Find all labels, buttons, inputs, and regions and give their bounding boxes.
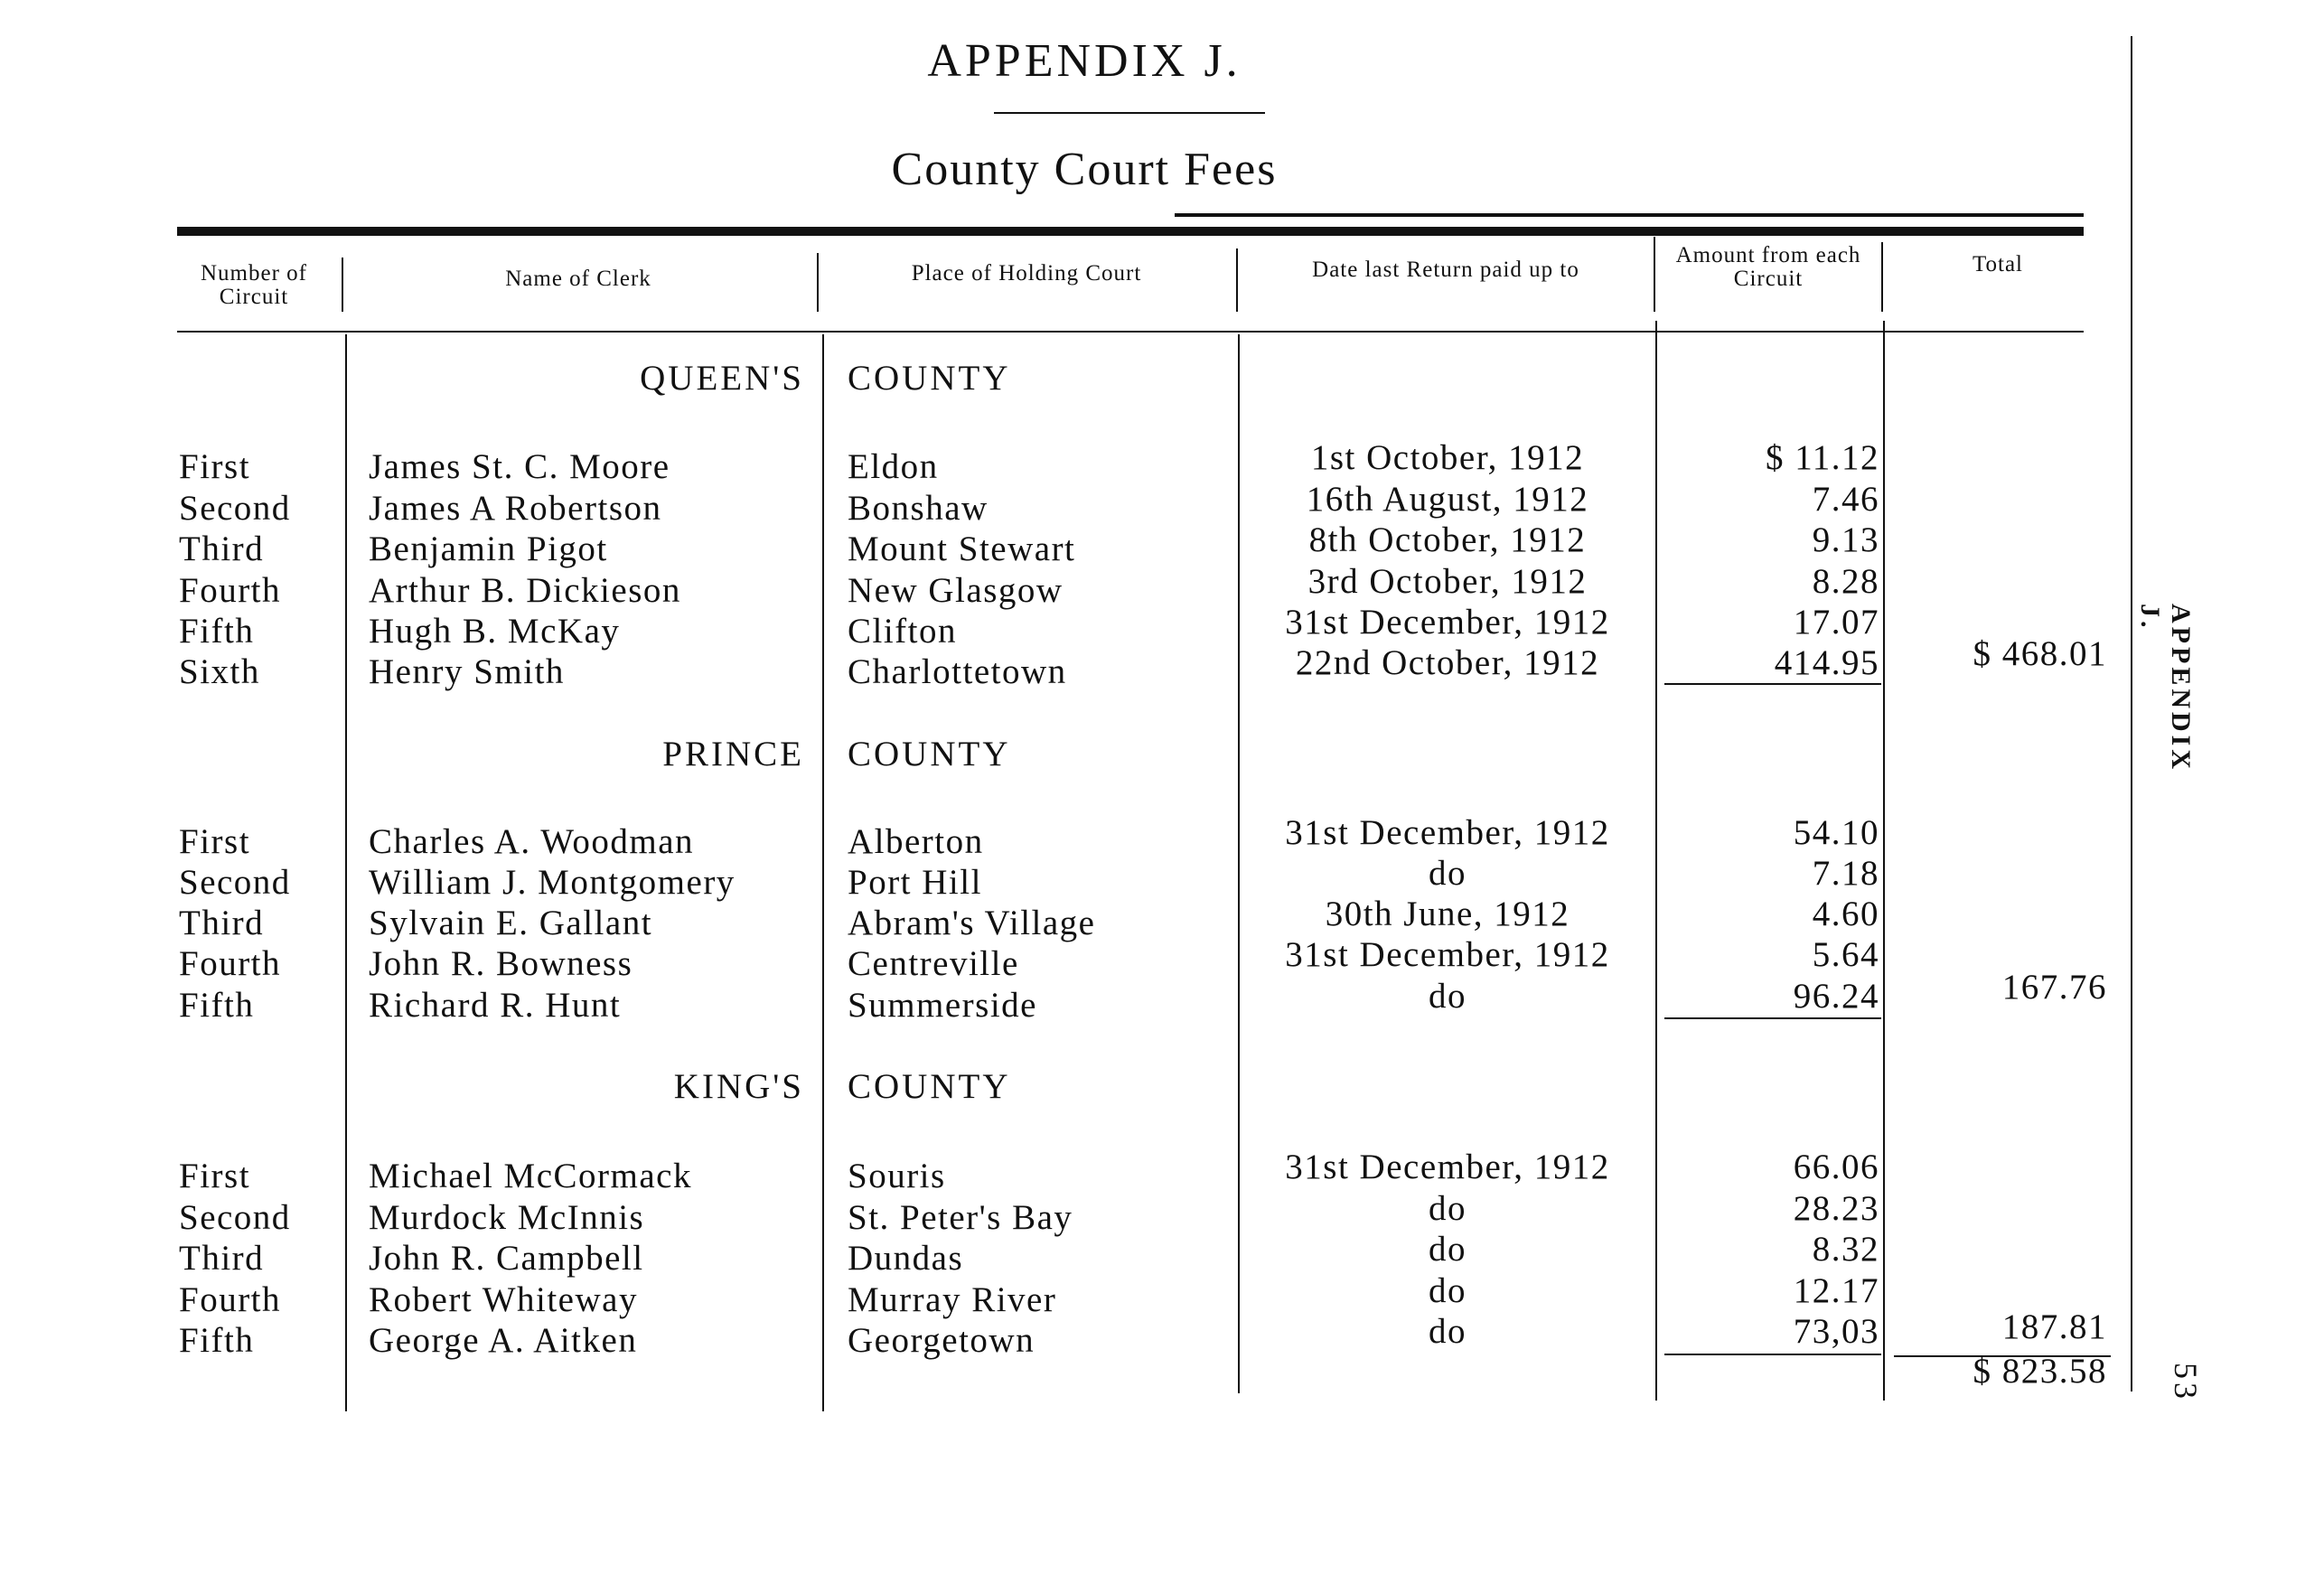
circuit-amount: 8.32: [1812, 1230, 1879, 1269]
circuit-amount: 8.28: [1812, 562, 1879, 601]
body-sep-5: [1883, 321, 1885, 1401]
page-number: 53: [2168, 1363, 2204, 1402]
circuit-amount: 12.17: [1793, 1271, 1879, 1310]
circuit-number: Third: [179, 1239, 265, 1278]
circuit-amount: 7.46: [1812, 480, 1879, 519]
county-name: QUEEN'S: [640, 359, 804, 398]
clerk-name: Michael McCormack: [369, 1157, 692, 1195]
header-date: Date last Return paid up to: [1312, 258, 1579, 282]
clerk-name: Robert Whiteway: [369, 1280, 638, 1319]
circuit-number: Fourth: [179, 1280, 282, 1319]
top-rule-thin: [1175, 213, 2084, 217]
circuit-amount: 9.13: [1812, 520, 1879, 559]
circuit-number: Fifth: [179, 986, 255, 1025]
court-place: Centreville: [848, 944, 1019, 983]
header-sep-4: [1654, 237, 1655, 312]
county-word: COUNTY: [848, 735, 1011, 773]
court-place: Port Hill: [848, 863, 982, 902]
court-place: Summerside: [848, 986, 1037, 1025]
header-bottom-rule: [177, 331, 2084, 333]
court-place: Dundas: [848, 1239, 964, 1278]
county-total: 187.81: [2001, 1307, 2107, 1346]
clerk-name: William J. Montgomery: [369, 863, 736, 902]
return-date: 31st December, 1912: [1285, 813, 1610, 852]
court-place: Murray River: [848, 1280, 1057, 1319]
court-place: Eldon: [848, 447, 939, 486]
county-word: COUNTY: [848, 359, 1011, 398]
header-clerk: Name of Clerk: [505, 267, 651, 291]
return-date: 8th October, 1912: [1308, 520, 1587, 559]
clerk-name: James A Robertson: [369, 489, 662, 528]
return-date: 31st December, 1912: [1285, 935, 1610, 974]
circuit-number: Fourth: [179, 571, 282, 610]
circuit-amount: 54.10: [1793, 813, 1879, 852]
header-sep-3: [1236, 248, 1238, 312]
return-date: do: [1429, 1230, 1467, 1269]
circuit-amount: 414.95: [1774, 643, 1879, 682]
return-date: 22nd October, 1912: [1295, 643, 1600, 682]
circuit-number: Third: [179, 904, 265, 942]
circuit-number: First: [179, 822, 251, 861]
header-place: Place of Holding Court: [911, 261, 1142, 286]
court-place: Charlottetown: [848, 652, 1067, 691]
circuit-number: Second: [179, 1198, 291, 1237]
prince-subtotal-rule: [1664, 1017, 1881, 1019]
circuit-amount: 4.60: [1812, 895, 1879, 933]
return-date: 1st October, 1912: [1310, 438, 1585, 477]
county-name: PRINCE: [662, 735, 804, 773]
court-place: Bonshaw: [848, 489, 989, 528]
header-sep-1: [342, 258, 343, 312]
circuit-number: Sixth: [179, 652, 260, 691]
clerk-name: John R. Campbell: [369, 1239, 644, 1278]
circuit-amount: 17.07: [1793, 603, 1879, 642]
circuit-amount: 66.06: [1793, 1148, 1879, 1186]
county-word: COUNTY: [848, 1067, 1011, 1106]
court-place: Abram's Village: [848, 904, 1096, 942]
header-total: Total: [1972, 252, 2023, 276]
county-total: 167.76: [2001, 968, 2107, 1007]
circuit-number: Second: [179, 863, 291, 902]
clerk-name: Arthur B. Dickieson: [369, 571, 681, 610]
court-place: St. Peter's Bay: [848, 1198, 1073, 1237]
return-date: 16th August, 1912: [1306, 480, 1589, 519]
county-name: KING'S: [673, 1067, 804, 1106]
page-subtitle: County Court Fees: [891, 144, 1278, 195]
court-place: Georgetown: [848, 1321, 1035, 1360]
court-place: New Glasgow: [848, 571, 1064, 610]
circuit-amount: 5.64: [1812, 935, 1879, 974]
return-date: 3rd October, 1912: [1307, 562, 1588, 601]
side-appendix-label: APPENDIX J.: [2135, 604, 2196, 773]
clerk-name: John R. Bowness: [369, 944, 633, 983]
circuit-amount: 73,03: [1793, 1312, 1879, 1351]
right-border: [2131, 36, 2132, 1391]
top-heavy-rule: [177, 227, 2084, 236]
header-sep-2: [817, 253, 819, 312]
title-divider: [994, 112, 1265, 114]
court-place: Alberton: [848, 822, 984, 861]
clerk-name: Henry Smith: [369, 652, 565, 691]
header-amount: Amount from each Circuit: [1675, 243, 1861, 291]
return-date: 31st December, 1912: [1285, 603, 1610, 642]
court-place: Clifton: [848, 612, 958, 651]
body-sep-3: [1238, 334, 1240, 1393]
return-date: do: [1429, 977, 1467, 1016]
court-place: Souris: [848, 1157, 946, 1195]
circuit-number: Fourth: [179, 944, 282, 983]
return-date: 31st December, 1912: [1285, 1148, 1610, 1186]
clerk-name: Sylvain E. Gallant: [369, 904, 653, 942]
body-sep-1: [345, 334, 347, 1411]
court-place: Mount Stewart: [848, 529, 1076, 568]
circuit-number: Third: [179, 529, 265, 568]
circuit-number: First: [179, 447, 251, 486]
return-date: do: [1429, 1312, 1467, 1351]
circuit-amount: 7.18: [1812, 854, 1879, 893]
clerk-name: Richard R. Hunt: [369, 986, 622, 1025]
clerk-name: Benjamin Pigot: [369, 529, 608, 568]
clerk-name: Murdock McInnis: [369, 1198, 645, 1237]
return-date: do: [1429, 1189, 1467, 1228]
circuit-amount: 96.24: [1793, 977, 1879, 1016]
circuit-amount: 28.23: [1793, 1189, 1879, 1228]
grand-total: $ 823.58: [1973, 1352, 2107, 1391]
circuit-number: Fifth: [179, 612, 255, 651]
clerk-name: Charles A. Woodman: [369, 822, 695, 861]
return-date: 30th June, 1912: [1325, 895, 1570, 933]
return-date: do: [1429, 854, 1467, 893]
circuit-number: Fifth: [179, 1321, 255, 1360]
clerk-name: Hugh B. McKay: [369, 612, 621, 651]
circuit-number: First: [179, 1157, 251, 1195]
circuit-amount: $ 11.12: [1765, 438, 1879, 477]
clerk-name: James St. C. Moore: [369, 447, 670, 486]
circuit-number: Second: [179, 489, 291, 528]
queens-subtotal-rule: [1664, 683, 1881, 685]
body-sep-2: [822, 334, 824, 1411]
return-date: do: [1429, 1271, 1467, 1310]
county-total: $ 468.01: [1973, 634, 2107, 673]
header-circuit: Number of Circuit: [201, 261, 307, 309]
header-sep-5: [1881, 242, 1883, 312]
clerk-name: George A. Aitken: [369, 1321, 638, 1360]
appendix-title: APPENDIX J.: [927, 35, 1242, 87]
